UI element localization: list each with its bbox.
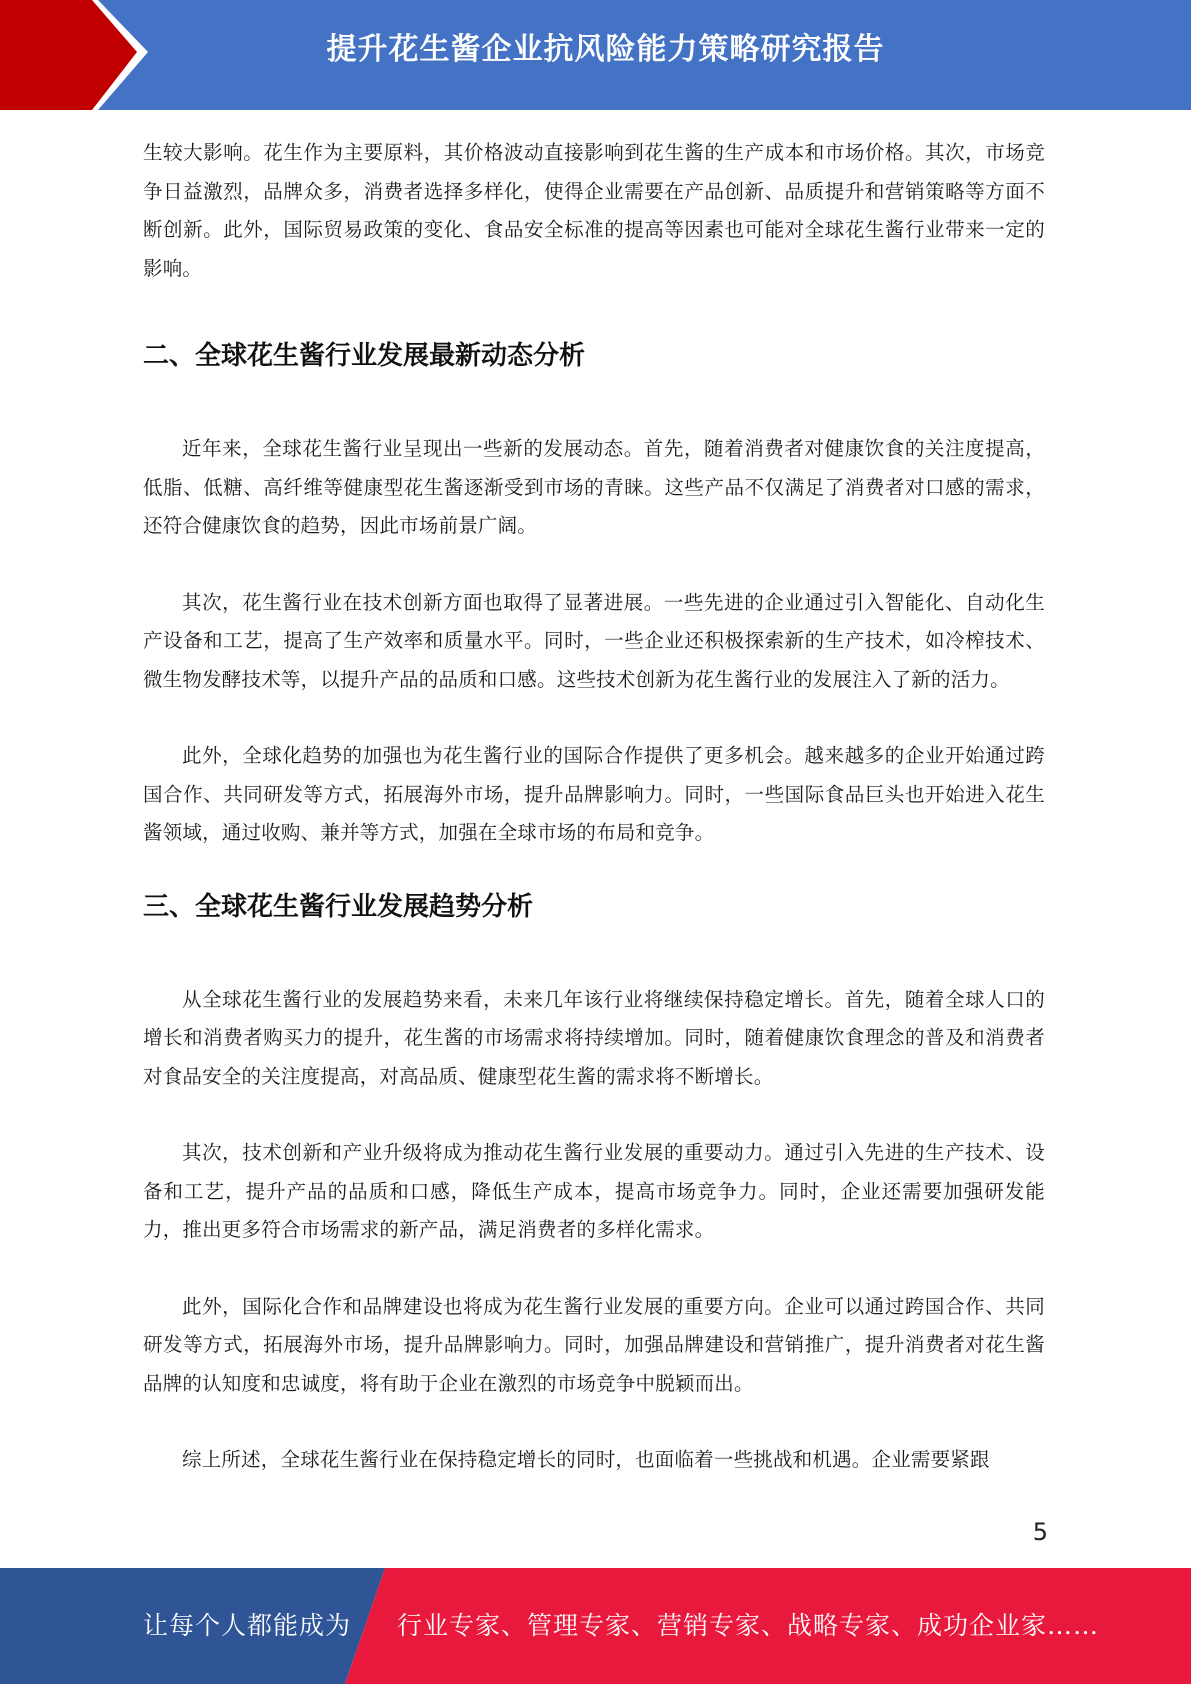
paragraph: 其次，技术创新和产业升级将成为推动花生酱行业发展的重要动力。通过引入先进的生产技术、设备和工艺，提升产品的品质和口感，降低生产成本，提高市场竞争力。同时，企业还需要加强研发能力，推出更多符合市场需求的新产品，满足消费者的多样化需求。 (143, 1141, 1045, 1241)
paragraph: 此外，国际化合作和品牌建设也将成为花生酱行业发展的重要方向。企业可以通过跨国合作、共同研发等方式，拓展海外市场，提升品牌影响力。同时，加强品牌建设和营销推广，提升消费者对花生酱品牌的认知度和忠诚度，将有助于企业在激烈的市场竞争中脱颖而出。 (143, 1294, 1045, 1395)
footer-slogan-left: 让每个人都能成为 (143, 1611, 352, 1640)
footer-slogan-right: 行业专家、管理专家、营销专家、战略专家、成功企业家…… (397, 1611, 1100, 1640)
paragraph-intro: 生较大影响。花生作为主要原料，其价格波动直接影响到花生酱的生产成本和市场价格。其次，市场竞争日益激烈，品牌众多，消费者选择多样化，使得企业需要在产品创新、品质提升和营销策略等方面不断创新。此外，国际贸易政策的变化、食品安全标准的提高等因素也可能对全球花生酱行业带来一定的影响。 (143, 141, 1045, 280)
section-heading-3: 三、全球花生酱行业发展趋势分析 (143, 891, 534, 922)
paragraph: 近年来，全球花生酱行业呈现出一些新的发展动态。首先，随着消费者对健康饮食的关注度提高，低脂、低糖、高纤维等健康型花生酱逐渐受到市场的青睐。这些产品不仅满足了消费者对口感的需求，还符合健康饮食的趋势，因此市场前景广阔。 (143, 437, 1045, 537)
section-heading-2: 二、全球花生酱行业发展最新动态分析 (143, 341, 586, 371)
paragraph: 从全球花生酱行业的发展趋势来看，未来几年该行业将继续保持稳定增长。首先，随着全球人口的增长和消费者购买力的提升，花生酱的市场需求将持续增加。同时，随着健康饮食理念的普及和消费者对食品安全的关注度提高，对高品质、健康型花生酱的需求将不断增长。 (143, 987, 1045, 1088)
document-body (143, 134, 1045, 1480)
page-header (0, 0, 1191, 110)
page-number: 5 (1032, 1518, 1048, 1546)
report-title: 提升花生酱企业抗风险能力策略研究报告 (326, 32, 885, 67)
paragraph: 综上所述，全球花生酱行业在保持稳定增长的同时，也面临着一些挑战和机遇。企业需要紧跟 (182, 1448, 990, 1471)
paragraph: 此外，全球化趋势的加强也为花生酱行业的国际合作提供了更多机会。越来越多的企业开始通过跨国合作、共同研发等方式，拓展海外市场，提升品牌影响力。同时，一些国际食品巨头也开始进入花生酱领域，通过收购、兼并等方式，加强在全球市场的布局和竞争。 (143, 744, 1045, 844)
page-footer (0, 1568, 1191, 1684)
paragraph: 其次，花生酱行业在技术创新方面也取得了显著进展。一些先进的企业通过引入智能化、自动化生产设备和工艺，提高了生产效率和质量水平。同时，一些企业还积极探索新的生产技术，如冷榨技术、微生物发酵技术等，以提升产品的品质和口感。这些技术创新为花生酱行业的发展注入了新的活力。 (143, 590, 1045, 691)
